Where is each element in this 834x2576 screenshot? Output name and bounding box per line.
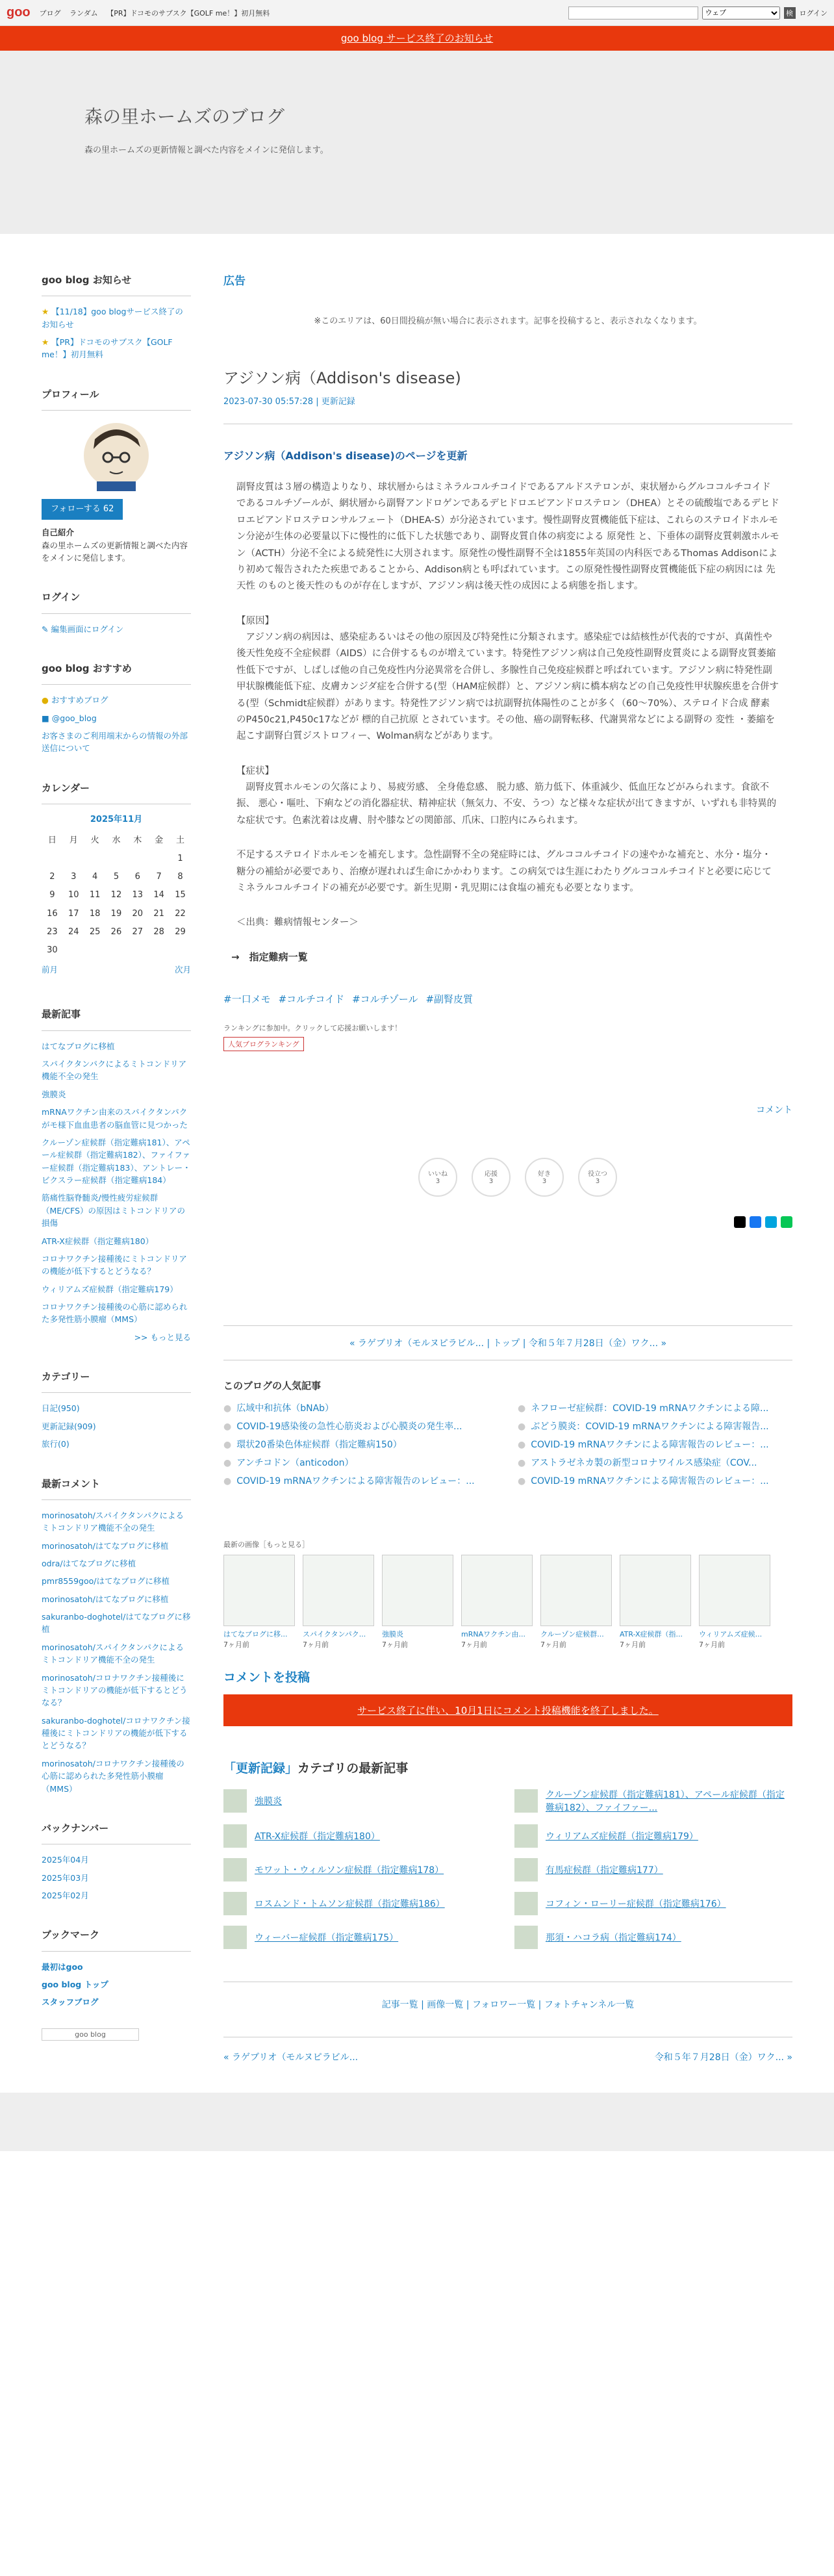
cal-day bbox=[148, 850, 170, 868]
cal-day: 19 bbox=[110, 908, 122, 919]
notice-item[interactable]: ★ 【PR】ドコモのサブスク【GOLF me！】初月無料 bbox=[42, 337, 173, 360]
ranking-note: ランキングに参加中。クリックして応援お願いします！ bbox=[223, 1023, 402, 1032]
twitter-link[interactable]: ■ @goo_blog bbox=[42, 713, 97, 723]
bookmark-link[interactable]: スタッフブログ bbox=[42, 1997, 99, 2008]
footer bbox=[0, 2093, 834, 2151]
article-thumbnail-icon bbox=[223, 1789, 247, 1813]
nav-blog[interactable]: ブログ bbox=[39, 8, 61, 18]
cal-day: 23 bbox=[47, 926, 58, 937]
cal-dow: 火 bbox=[90, 835, 99, 846]
thumbnail-image[interactable] bbox=[699, 1555, 770, 1626]
comment-link[interactable]: コメント bbox=[756, 1104, 792, 1116]
thumbnail-date: 7ヶ月前 bbox=[382, 1640, 408, 1649]
bookmark-link[interactable]: 最初はgoo bbox=[42, 1961, 83, 1972]
search-input[interactable] bbox=[568, 6, 698, 19]
thumbnail-title[interactable]: スパイクタンパク... bbox=[303, 1629, 366, 1639]
category-article-link[interactable]: ウィリアムズ症候群（指定難病179） bbox=[546, 1831, 698, 1842]
recent-comment-link[interactable]: morinosatoh/はてなブログに移植 bbox=[42, 1594, 169, 1604]
notice-heading: goo blog お知らせ bbox=[42, 273, 191, 296]
cal-day: 2 bbox=[49, 872, 55, 882]
category-article-item[interactable] bbox=[223, 1926, 501, 1949]
notice-item[interactable]: ★ 【11/18】goo blogサービス終了のお知らせ bbox=[42, 307, 183, 329]
cal-day: 20 bbox=[132, 908, 144, 919]
tag[interactable]: #一口メモ bbox=[223, 993, 271, 1005]
category-article-item[interactable] bbox=[223, 1788, 501, 1814]
thumbnail-title[interactable]: mRNAワクチン由... bbox=[461, 1629, 526, 1639]
category-article-link[interactable]: モワット・ウィルソン症候群（指定難病178） bbox=[255, 1865, 444, 1876]
reaction-count: 3 bbox=[488, 1177, 494, 1185]
cal-day: 8 bbox=[177, 872, 183, 882]
thumbnail-item[interactable] bbox=[699, 1555, 770, 1650]
popular-article-link[interactable]: ● ネフローゼ症候群：COVID-19 mRNAワクチンによる障... bbox=[518, 1401, 792, 1414]
reaction-button[interactable] bbox=[578, 1158, 617, 1197]
category-article-item[interactable] bbox=[514, 1892, 792, 1915]
thumbnail-image[interactable] bbox=[223, 1555, 295, 1626]
cal-day: 7 bbox=[156, 872, 162, 882]
self-intro-heading: 自己紹介 bbox=[42, 528, 75, 538]
cal-day: 6 bbox=[134, 872, 140, 882]
article-thumbnail-icon bbox=[223, 1858, 247, 1881]
article-thumbnail-icon bbox=[223, 1824, 247, 1848]
reaction-label: 好き bbox=[538, 1170, 551, 1178]
category-article-item[interactable] bbox=[514, 1788, 792, 1814]
thumbnail-date: 7ヶ月前 bbox=[461, 1640, 487, 1649]
nav-random[interactable]: ランダム bbox=[70, 8, 98, 18]
reaction-button[interactable] bbox=[525, 1158, 564, 1197]
cal-day bbox=[170, 941, 191, 960]
star-icon: ★ bbox=[42, 337, 49, 347]
tag-list bbox=[223, 992, 792, 1006]
cal-day: 3 bbox=[71, 872, 77, 882]
comment-closed-notice[interactable]: サービス終了に伴い、10月1日にコメント投稿機能を終了しました。 bbox=[223, 1694, 792, 1726]
external-info-link[interactable]: お客さまのご利用端末からの情報の外部送信について bbox=[42, 730, 188, 754]
article-body bbox=[223, 479, 792, 932]
recent-comment-link[interactable]: sakuranbo-doghotel/コロナワクチン接種後にミトコンドリアの機能が低下するとどうなる？ bbox=[42, 1715, 190, 1751]
cal-dow: 水 bbox=[112, 835, 121, 846]
x-share-icon[interactable] bbox=[734, 1216, 746, 1228]
thumbnail-image[interactable] bbox=[303, 1555, 374, 1626]
category-article-link[interactable]: 有馬症候群（指定難病177） bbox=[546, 1865, 663, 1876]
cal-day: 17 bbox=[68, 908, 79, 919]
thumbnail-date: 7ヶ月前 bbox=[223, 1640, 249, 1649]
bottom-nav bbox=[223, 2037, 792, 2063]
category-article-item[interactable] bbox=[514, 1926, 792, 1949]
latest-article-link[interactable]: ATR-X症候群（指定難病180） bbox=[42, 1236, 154, 1246]
pencil-icon: ✎ bbox=[42, 624, 51, 634]
category-article-link[interactable]: 強膜炎 bbox=[255, 1796, 282, 1807]
recent-comment-link[interactable]: morinosatoh/スパイクタンパクによるミトコンドリア機能不全の発生 bbox=[42, 1510, 184, 1533]
service-end-banner[interactable]: goo blog サービス終了のお知らせ bbox=[0, 26, 834, 51]
designated-disease-link[interactable]: → 指定難病一覧 bbox=[231, 950, 308, 963]
self-intro: 森の里ホームズの更新情報と調べた内容をメインに発信します。 bbox=[42, 540, 188, 563]
blog-title[interactable]: 森の里ホームズのブログ bbox=[84, 106, 285, 127]
cal-day: 15 bbox=[175, 890, 186, 900]
thumbnail-date: 7ヶ月前 bbox=[303, 1640, 329, 1649]
latest-article-link[interactable]: 強膜炎 bbox=[42, 1089, 66, 1099]
category-article-link[interactable]: コフィン・ローリー症候群（指定難病176） bbox=[546, 1898, 726, 1909]
search-area bbox=[568, 6, 828, 19]
category-latest-list bbox=[223, 1788, 792, 1949]
latest-heading: 最新記事 bbox=[42, 1007, 191, 1030]
latest-article-link[interactable]: 筋痛性脳脊髄炎/慢性疲労症候群（ME/CFS）の原因はミトコンドリアの損傷 bbox=[42, 1193, 186, 1229]
tag[interactable]: #副腎皮質 bbox=[425, 993, 474, 1005]
ranking-banner[interactable]: 人気ブログランキング bbox=[223, 1037, 304, 1051]
ad-heading: 広告 bbox=[223, 275, 246, 288]
follow-button[interactable]: フォローする 62 bbox=[42, 499, 123, 520]
category-article-link[interactable]: ロスムンド・トムソン症候群（指定難病186） bbox=[255, 1898, 445, 1909]
reaction-button[interactable] bbox=[472, 1158, 511, 1197]
prev-article-link[interactable]: « ラゲブリオ（モルヌピラビル... bbox=[223, 2052, 359, 2063]
thumbnail-title[interactable]: クルーゾン症候群... bbox=[540, 1629, 604, 1639]
cal-day: 22 bbox=[175, 908, 186, 919]
thumbnail-image[interactable] bbox=[382, 1555, 453, 1626]
cal-day bbox=[63, 941, 84, 960]
article-paragraph: ＜出典：難病情報センター＞ bbox=[236, 917, 359, 928]
popular-article-link[interactable]: ● ぶどう膜炎：COVID-19 mRNAワクチンによる障害報告... bbox=[518, 1420, 792, 1433]
latest-images bbox=[223, 1555, 792, 1650]
cal-day bbox=[106, 850, 127, 868]
blog-header bbox=[0, 51, 834, 234]
ad-note: ※このエリアは、60日間投稿が無い場合に表示されます。記事を投稿すると、表示されなくなります。 bbox=[314, 316, 702, 326]
thumbnail-item[interactable] bbox=[620, 1555, 691, 1650]
login-link[interactable]: ログイン bbox=[799, 8, 828, 18]
popular-article-link[interactable]: ● COVID-19感染後の急性心筋炎および心膜炎の発生率... bbox=[223, 1420, 498, 1433]
category-article-link[interactable]: 那須・ハコラ病（指定難病174） bbox=[546, 1932, 681, 1943]
category-article-link[interactable]: ウィーバー症候群（指定難病175） bbox=[255, 1932, 399, 1943]
cal-day bbox=[148, 941, 170, 960]
article-paragraph: 【症状】 副腎皮質ホルモンの欠落により、易疲労感、 全身倦怠感、 脱力感、筋力低下、体重減少、低血圧などがみられます。食欲不振、 悪心・嘔吐、下痢などの消化器症状、精神症状（無気力、不安、うつ）など様々な症状が出てきますが、いずれも非特異的 な症状です。色素沈着は皮膚、肘や膝などの関節部、爪床、口腔内にみられます。 bbox=[236, 765, 777, 826]
popular-list bbox=[223, 1401, 792, 1487]
latest-more-link[interactable]: >> もっと見る bbox=[134, 1332, 191, 1342]
thumbnail-title[interactable]: はてなブログに移... bbox=[223, 1629, 288, 1639]
thumbnail-date: 7ヶ月前 bbox=[620, 1640, 646, 1649]
cal-prev-link[interactable]: 前月 bbox=[42, 965, 58, 975]
article-thumbnail-icon bbox=[514, 1824, 538, 1848]
recent-comment-link[interactable]: odra/はてなブログに移植 bbox=[42, 1558, 136, 1568]
calendar-month: 2025年11月 bbox=[90, 814, 143, 824]
twitter-icon: ■ bbox=[42, 713, 52, 723]
article-paragraph: 【原因】 アジソン病の病因は、感染症あるいはその他の原因及び特発性に分類されます。感染症では結核性が代表的ですが、真菌性や後天性免疫不全症候群（AIDS）に合併するものが増えています。特発性アジソン病は自己免疫性副腎皮質炎による副腎皮質萎縮性低下ですが、しばしば他の自己免疫性内分泌異常を合併し、多腺性自己免疫症候群と呼ばれています。アジソン病に特発性副甲状腺機能低下症、皮膚カンジダ症を合併する(型（HAM症候群）と、アジソン病に橋本病などの自己免疫性甲状腺疾患を合併する(型（Schmidt症候群）があります。特発性アジソン病では抗副腎抗体陽性のことが多く（60～70%）、ステロイド合成 酵素 のP450c21,P450c17などが 標的自己抗原 とされています。その他、癌の副腎転移、代謝異常などによる副腎の 変性 ・萎縮を起こす副腎白質ジストロフィー、Wolman病などがあります。 bbox=[236, 615, 779, 742]
cal-next-link[interactable]: 次月 bbox=[174, 965, 191, 975]
comments-heading: 最新コメント bbox=[42, 1477, 191, 1500]
line-share-icon[interactable] bbox=[781, 1216, 792, 1228]
star-icon: ★ bbox=[42, 307, 49, 317]
thumbnail-title[interactable]: ATR-X症候群（指... bbox=[620, 1629, 683, 1639]
cal-day: 27 bbox=[132, 926, 144, 937]
popular-article-link[interactable]: ● COVID-19 mRNAワクチンによる障害報告のレビュー：... bbox=[518, 1438, 792, 1451]
hatena-share-icon[interactable] bbox=[765, 1216, 777, 1228]
edit-login-link[interactable]: ✎ 編集画面にログイン bbox=[42, 624, 124, 634]
recent-comment-link[interactable]: sakuranbo-doghotel/はてなブログに移植 bbox=[42, 1612, 191, 1635]
top-bar bbox=[0, 0, 834, 26]
article-thumbnail-icon bbox=[223, 1892, 247, 1915]
cal-dow: 月 bbox=[69, 835, 78, 846]
category-article-item[interactable] bbox=[514, 1824, 792, 1848]
search-button[interactable]: 検 bbox=[784, 7, 796, 19]
profile-heading: プロフィール bbox=[42, 387, 191, 411]
cal-day: 18 bbox=[89, 908, 101, 919]
recent-comment-link[interactable]: morinosatoh/はてなブログに移植 bbox=[42, 1540, 169, 1551]
blog-description: 森の里ホームズの更新情報と調べた内容をメインに発信します。 bbox=[84, 146, 329, 155]
popular-heading: このブログの人気記事 bbox=[223, 1379, 322, 1392]
backnumber-link[interactable]: 2025年03月 bbox=[42, 1872, 89, 1883]
article-title[interactable]: アジソン病（Addison's disease) bbox=[223, 369, 461, 387]
cal-day bbox=[127, 850, 148, 868]
cal-dow: 日 bbox=[47, 835, 57, 846]
latest-images-heading[interactable]: 最新の画像［もっと見る］ bbox=[223, 1540, 309, 1549]
recommend-heading: goo blog おすすめ bbox=[42, 661, 191, 685]
article-thumbnail-icon bbox=[514, 1789, 538, 1813]
thumbnail-item[interactable] bbox=[223, 1555, 295, 1650]
latest-article-link[interactable]: コロナワクチン接種後の心筋に認められた多発性筋小膜瘤（MMS） bbox=[42, 1302, 188, 1325]
cal-dow: 土 bbox=[176, 835, 185, 846]
cal-day bbox=[127, 941, 148, 960]
article-thumbnail-icon bbox=[514, 1926, 538, 1949]
bulb-icon: ● bbox=[42, 695, 49, 706]
reaction-label: 応援 bbox=[485, 1170, 498, 1178]
latest-article-link[interactable]: コロナワクチン接種後にミトコンドリアの機能が低下するとどうなる？ bbox=[42, 1253, 187, 1277]
bookmark-link[interactable]: goo blog トップ bbox=[42, 1979, 108, 1989]
latest-article-link[interactable]: mRNAワクチン由来のスパイクタンパクがモ様下血血患者の脳血管に見つかった bbox=[42, 1107, 188, 1130]
latest-article-link[interactable]: ウィリアムズ症候群（指定難病179） bbox=[42, 1284, 178, 1294]
thumbnail-image[interactable] bbox=[461, 1555, 533, 1626]
reaction-count: 3 bbox=[542, 1177, 547, 1185]
post-comment-heading: コメントを投稿 bbox=[223, 1670, 310, 1685]
article-paragraph: 不足するステロイドホルモンを補充します。急性副腎不全の発症時には、グルココルチコイドの速やかな補充と、水分・塩分・糖分の補給が必要であり、治療が遅れれば生命にかかわります。この病気では生涯にわたりグルココルチコイドと必要に応じてミネラルコルチコイドの補充が必要です。新生児期・乳児期には食塩の補充も必要となります。 bbox=[236, 850, 772, 893]
cal-day: 14 bbox=[153, 890, 164, 900]
cal-day bbox=[84, 941, 106, 960]
sidebar bbox=[42, 234, 191, 2067]
category-article-item[interactable] bbox=[514, 1858, 792, 1881]
recent-comment-link[interactable]: morinosatoh/スパイクタンパクによるミトコンドリア機能不全の発生 bbox=[42, 1642, 184, 1665]
category-latest-heading: 「更新記録」カテゴリの最新記事 bbox=[223, 1761, 409, 1776]
latest-article-link[interactable]: はてなブログに移植 bbox=[42, 1041, 115, 1051]
recent-comment-link[interactable]: pmr8559goo/はてなブログに移植 bbox=[42, 1576, 170, 1587]
backnumber-link[interactable]: 2025年02月 bbox=[42, 1890, 89, 1900]
reaction-label: いいね bbox=[428, 1170, 448, 1178]
bookmark-heading: ブックマーク bbox=[42, 1928, 191, 1951]
cal-day: 13 bbox=[132, 890, 144, 900]
recent-comment-link[interactable]: morinosatoh/コロナワクチン接種後にミトコンドリアの機能が低下するとどうなる？ bbox=[42, 1672, 188, 1708]
popular-article-link[interactable]: ● 環状20番染色体症候群（指定難病150） bbox=[223, 1438, 498, 1451]
top-nav bbox=[40, 8, 277, 18]
category-article-link[interactable]: クルーゾン症候群（指定難病181）、アペール症候群（指定難病182）、ファイファー... bbox=[546, 1789, 785, 1813]
category-heading: カテゴリー bbox=[42, 1370, 191, 1393]
cal-day: 9 bbox=[49, 890, 55, 900]
popular-article-link[interactable]: ● 広域中和抗体（bNAb） bbox=[223, 1401, 498, 1414]
calendar bbox=[42, 813, 191, 960]
cal-day: 16 bbox=[47, 908, 58, 919]
backnumber-heading: バックナンバー bbox=[42, 1821, 191, 1844]
article-thumbnail-icon bbox=[514, 1892, 538, 1915]
reaction-count: 3 bbox=[595, 1177, 600, 1185]
calendar-heading: カレンダー bbox=[42, 781, 191, 804]
cal-day: 25 bbox=[89, 926, 101, 937]
thumbnail-item[interactable] bbox=[382, 1555, 453, 1650]
reaction-count: 3 bbox=[435, 1177, 440, 1185]
share-buttons bbox=[223, 1216, 792, 1228]
reaction-button[interactable] bbox=[418, 1158, 457, 1197]
category-article-link[interactable]: ATR-X症候群（指定難病180） bbox=[255, 1831, 380, 1842]
recommend-blog-link[interactable]: ● おすすめブログ bbox=[42, 695, 108, 706]
cal-day: 11 bbox=[89, 890, 101, 900]
cal-day bbox=[42, 850, 63, 868]
article-thumbnail-icon bbox=[514, 1858, 538, 1881]
thumbnail-image[interactable] bbox=[540, 1555, 612, 1626]
category-article-item[interactable] bbox=[223, 1824, 501, 1848]
popular-article-link[interactable]: ● COVID-19 mRNAワクチンによる障害報告のレビュー：... bbox=[223, 1474, 498, 1487]
article-meta: 2023-07-30 05:57:28 | 更新記録 bbox=[223, 394, 792, 424]
article-paragraph: 副腎皮質は３層の構造よりなり、球状層からはミネラルコルチコイドであるアルドステロンが、束状層からグルココルチコイドであるコルチゾールが、網状層から副腎アンドロゲンであるデヒドロエピアンドロステロン（DHEA）とその硫酸塩であるデヒドロエピアンドロステロンサルフェート（DHEA-S）が分泌されています。慢性副腎皮質機能低下症は、これらのステロイドホルモン分泌が生体の必要量以下に慢性的に低下した状態であり、副腎皮質自体の病変による 原発性 と、下垂体の副腎皮質刺激ホルモン（ACTH）分泌不全による続発性に大別されます。原発性の慢性副腎不全は1855年英国の内科医であるThomas Addisonにより初めて報告されたた疾患であることから、Addison病とも呼ばれています。この原発性慢性副腎皮質機能低下症の病因には 先天性 のものと後天性のものが存在しますが、アジソン病は後天性の成因による病態を指します。 bbox=[236, 482, 779, 592]
cal-day: 30 bbox=[47, 945, 58, 955]
article-subtitle: アジソン病（Addison's disease)のページを更新 bbox=[223, 450, 468, 462]
goo-blog-badge[interactable]: goo blog bbox=[42, 2028, 139, 2041]
thumbnail-image[interactable] bbox=[620, 1555, 691, 1626]
article-thumbnail-icon bbox=[223, 1926, 247, 1949]
popular-article-link[interactable]: ● アンチコドン（anticodon） bbox=[223, 1456, 498, 1469]
tag[interactable]: #コルチゾール bbox=[352, 993, 418, 1005]
category-article-item[interactable] bbox=[223, 1858, 501, 1881]
cal-day: 26 bbox=[110, 926, 122, 937]
next-article-link[interactable]: 令和５年７月28日（金）ワク... » bbox=[654, 2052, 792, 2063]
thumbnail-title[interactable]: ウィリアムズ症候... bbox=[699, 1629, 763, 1639]
cal-day bbox=[63, 850, 84, 868]
category-link[interactable]: 更新記録(909) bbox=[42, 1421, 96, 1431]
cal-day bbox=[84, 850, 106, 868]
reaction-buttons bbox=[223, 1158, 792, 1197]
thumbnail-title[interactable]: 強膜炎 bbox=[382, 1629, 403, 1639]
category-link[interactable]: 日記(950) bbox=[42, 1403, 80, 1414]
popular-article-link[interactable]: ● アストラゼネカ製の新型コロナワイルス感染症（COV... bbox=[518, 1456, 792, 1469]
thumbnail-date: 7ヶ月前 bbox=[540, 1640, 566, 1649]
tag[interactable]: #コルチコイド bbox=[278, 993, 345, 1005]
cal-dow: 金 bbox=[155, 835, 164, 846]
cal-day: 28 bbox=[153, 926, 164, 937]
recent-comment-link[interactable]: morinosatoh/コロナワクチン接種後の心筋に認められた多発性筋小膜瘤（MMS） bbox=[42, 1758, 184, 1794]
cal-day: 21 bbox=[153, 908, 164, 919]
cal-day: 10 bbox=[68, 890, 79, 900]
category-link[interactable]: 旅行(0) bbox=[42, 1439, 70, 1449]
latest-article-link[interactable]: クルーゾン症候群（指定難病181）、アペール症候群（指定難病182）、ファイファー症候群（指定難病183）、アントレー・ビクスラー症候群（指定難病184） bbox=[42, 1137, 191, 1186]
login-heading: ログイン bbox=[42, 590, 191, 613]
facebook-share-icon[interactable] bbox=[750, 1216, 761, 1228]
cal-day: 24 bbox=[68, 926, 79, 937]
cal-day: 12 bbox=[110, 890, 122, 900]
cal-day: 4 bbox=[92, 872, 98, 882]
reaction-label: 役立つ bbox=[588, 1170, 607, 1178]
avatar bbox=[81, 420, 152, 491]
cal-day: 1 bbox=[177, 854, 183, 864]
ranking-box bbox=[223, 1023, 792, 1051]
cal-day bbox=[106, 941, 127, 960]
category-article-item[interactable] bbox=[223, 1892, 501, 1915]
search-scope-select[interactable] bbox=[702, 6, 780, 19]
article-pager[interactable]: « ラゲブリオ（モルヌピラビル... | トップ | 令和５年７月28日（金）ワク... » bbox=[223, 1325, 792, 1360]
thumbnail-date: 7ヶ月前 bbox=[699, 1640, 725, 1649]
popular-article-link[interactable]: ● COVID-19 mRNAワクチンによる障害報告のレビュー：... bbox=[518, 1474, 792, 1487]
backnumber-link[interactable]: 2025年04月 bbox=[42, 1855, 89, 1865]
cal-day: 29 bbox=[175, 926, 186, 937]
goo-logo[interactable]: goo bbox=[6, 5, 31, 19]
cal-day: 5 bbox=[113, 872, 120, 882]
thumbnail-item[interactable] bbox=[540, 1555, 612, 1650]
nav-pr[interactable]: 【PR】ドコモのサブスク【GOLF me！】初月無料 bbox=[107, 8, 270, 18]
thumbnail-item[interactable] bbox=[461, 1555, 533, 1650]
main-content bbox=[223, 234, 792, 2067]
blog-links[interactable]: 記事一覧 | 画像一覧 | フォロワー一覧 | フォトチャンネル一覧 bbox=[223, 1982, 792, 2011]
cal-dow: 木 bbox=[133, 835, 142, 846]
thumbnail-item[interactable] bbox=[303, 1555, 374, 1650]
latest-article-link[interactable]: スパイクタンパクによるミトコンドリア機能不全の発生 bbox=[42, 1059, 187, 1082]
